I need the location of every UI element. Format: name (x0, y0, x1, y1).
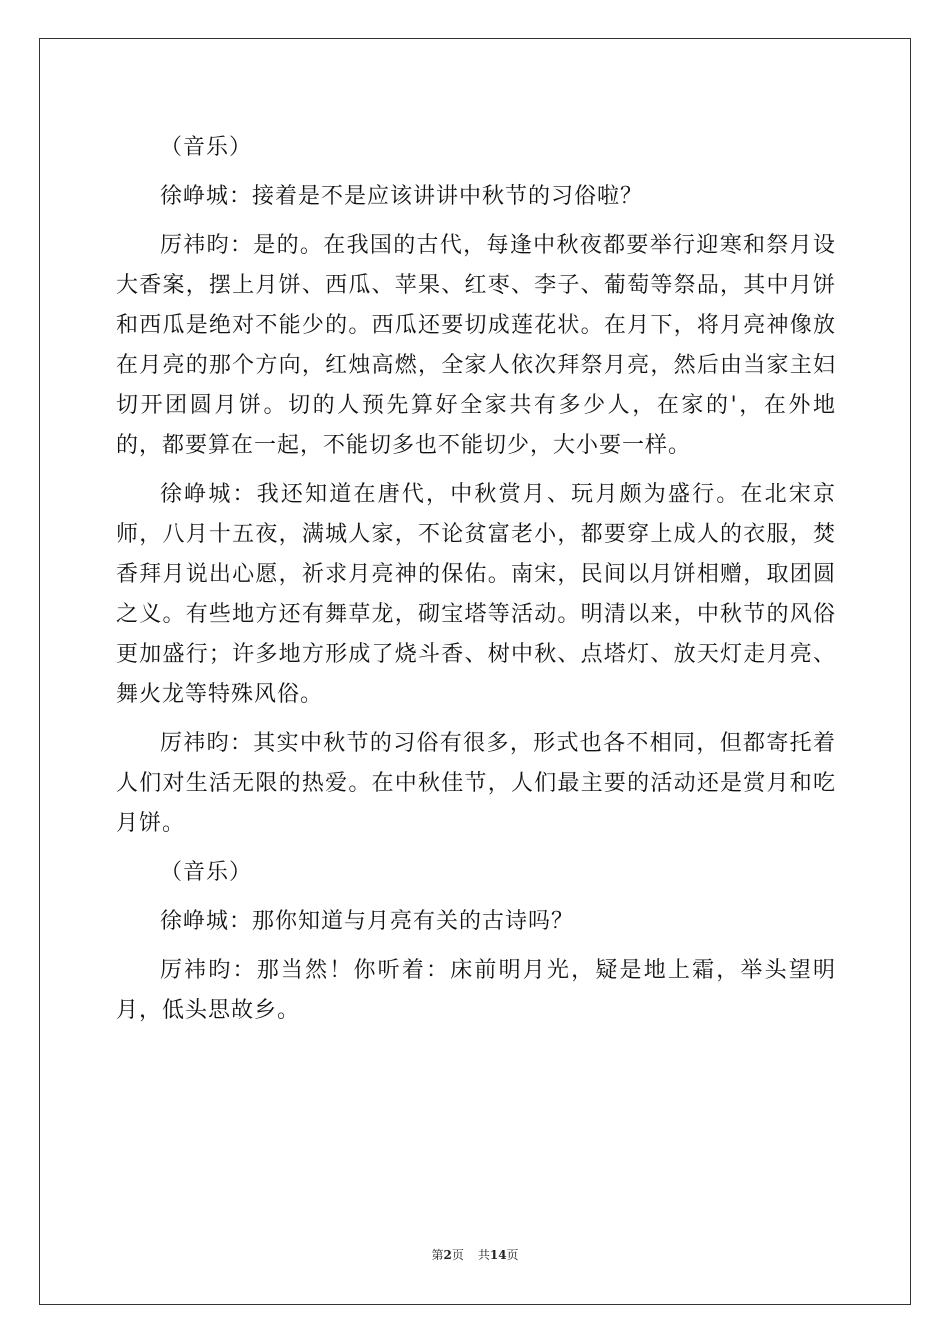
paragraph-dialogue-3: 徐峥城：我还知道在唐代，中秋赏月、玩月颇为盛行。在北宋京师，八月十五夜，满城人家，不论贫富老小，都要穿上成人的衣服，焚香拜月说出心愿，祈求月亮神的保佑。南宋，民间以月饼相赠，取团圆之义。有些地方还有舞草龙，砌宝塔等活动。明清以来，中秋节的风俗更加盛行；许多地方形成了烧斗香、树中秋、点塔灯、放天灯走月亮、舞火龙等特殊风俗。 (116, 482, 836, 707)
page-footer (0, 1247, 950, 1263)
paragraph-dialogue-1: 徐峥城：接着是不是应该讲讲中秋节的习俗啦？ (160, 184, 644, 209)
paragraph-music-2: （音乐） (160, 860, 253, 885)
paragraph-music-1: （音乐） (160, 135, 253, 160)
total-pages: 14 (489, 1248, 507, 1262)
paragraph-dialogue-4: 厉祎昀：其实中秋节的习俗有很多，形式也各不相同，但都寄托着人们对生活无限的热爱。在中秋佳节，人们最主要的活动还是赏月和吃月饼。 (116, 731, 836, 836)
document-body (116, 128, 836, 1031)
paragraph-dialogue-5: 徐峥城：那你知道与月亮有关的古诗吗？ (160, 909, 575, 934)
paragraph-dialogue-6: 厉祎昀：那当然！你听着：床前明月光，疑是地上霜，举头望明月，低头思故乡。 (116, 958, 836, 1023)
page-prefix: 第 (431, 1248, 444, 1262)
total-prefix: 共 (477, 1248, 490, 1262)
page-number: 2 (443, 1248, 452, 1262)
paragraph-dialogue-2: 厉祎昀：是的。在我国的古代，每逢中秋夜都要举行迎寒和祭月设大香案，摆上月饼、西瓜、苹果、红枣、李子、葡萄等祭品，其中月饼和西瓜是绝对不能少的。西瓜还要切成莲花状。在月下，将月亮神像放在月亮的那个方向，红烛高燃，全家人依次拜祭月亮，然后由当家主妇切开团圆月饼。切的人预先算好全家共有多少人，在家的'，在外地的，都要算在一起，不能切多也不能切少，大小要一样。 (116, 233, 836, 458)
page-suffix: 页 (451, 1248, 464, 1262)
total-suffix: 页 (506, 1248, 519, 1262)
